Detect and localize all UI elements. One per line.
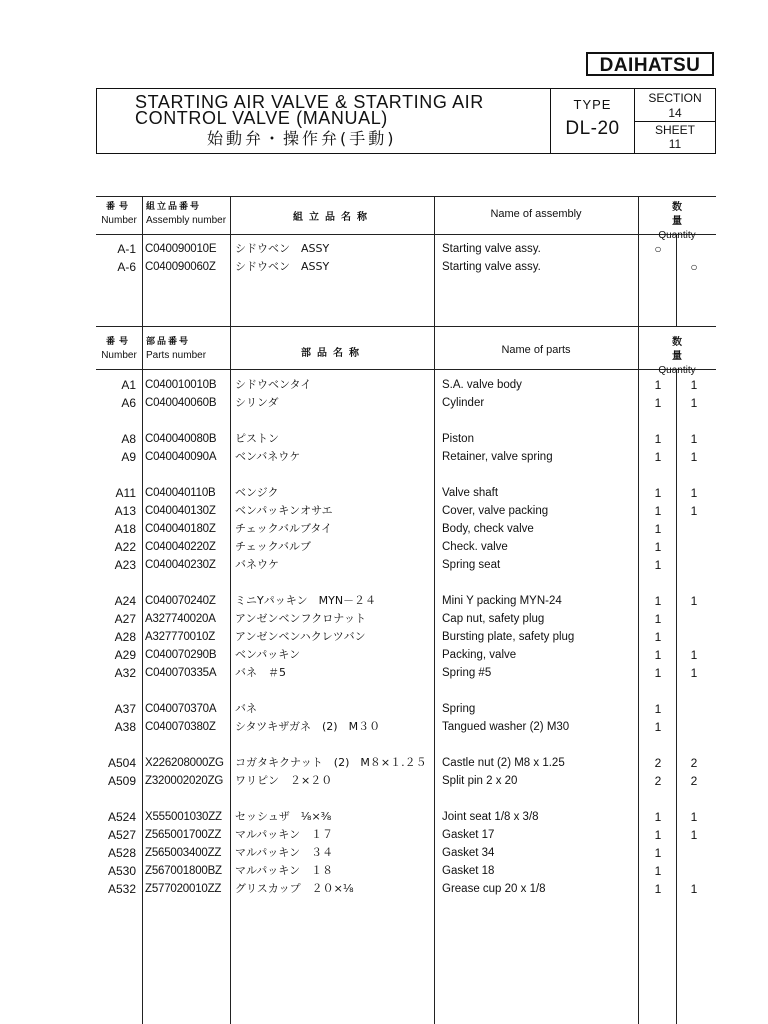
title-cell [97,89,551,153]
table-row [0,754,768,772]
parts-col-number-jp: 番号 [105,337,132,347]
table-row [0,718,768,736]
row-quantity-1: 1 [654,450,662,464]
row-japanese-name: バネウケ [235,558,279,571]
assembly-col-ename: Name of assembly [490,208,582,220]
table-row [0,628,768,646]
table-row [0,556,768,574]
row-english-name: Starting valve assy. [442,243,541,255]
row-japanese-name: ミニYパッキン MYN－２４ [235,594,377,607]
assembly-col-number-en: Number [101,215,137,226]
row-quantity-1: 1 [654,666,662,680]
row-quantity-1: ○ [654,242,662,256]
row-quantity-1: 1 [654,882,662,896]
row-japanese-name: バネ [235,702,257,715]
sheet-label: SHEET [654,123,695,137]
row-number: A6 [121,396,136,410]
table-row [0,394,768,412]
table-row [0,538,768,556]
row-quantity-1: 2 [654,756,662,770]
parts-col-qty-jp: 数量 [672,337,712,362]
row-japanese-name: シドウベンタイ [235,378,312,391]
table-row [0,240,768,258]
row-number: A32 [114,666,136,680]
row-japanese-name: ワリピン ２×２０ [235,774,333,787]
table-row [0,772,768,790]
row-quantity-1: 1 [654,486,662,500]
row-number: A29 [114,648,136,662]
column-divider-qty-parts [676,369,677,1024]
row-english-name: Joint seat 1/8 x 3/8 [442,811,539,823]
table-row [0,880,768,898]
row-part-number: A327740020A [145,613,216,625]
assembly-col-number [96,201,142,227]
row-part-number: C040090060Z [145,261,216,273]
row-japanese-name: チェックバルブ [235,540,312,553]
row-english-name: Check. valve [442,541,508,553]
row-part-number: X555001030ZZ [145,811,222,823]
parts-col-ename: Name of parts [501,344,571,356]
parts-header-border [96,369,716,370]
row-japanese-name: バネ ＃5 [235,666,286,679]
parts-top-border [96,326,716,327]
row-part-number: C040010010B [145,379,217,391]
row-quantity-2: 2 [690,756,698,770]
section-value: 14 [668,106,682,120]
row-part-number: Z320002020ZG [145,775,224,787]
row-number: A1 [121,378,136,392]
row-english-name: Retainer, valve spring [442,451,553,463]
row-english-name: S.A. valve body [442,379,522,391]
table-row [0,258,768,276]
row-quantity-1: 1 [654,378,662,392]
row-english-name: Cover, valve packing [442,505,549,517]
row-english-name: Packing, valve [442,649,517,661]
parts-col-qty [638,336,716,378]
row-quantity-1: 1 [654,558,662,572]
row-number: A38 [114,720,136,734]
row-part-number: Z577020010ZZ [145,883,222,895]
parts-col-partno-en: Parts number [146,350,207,361]
row-quantity-1: 1 [654,810,662,824]
row-japanese-name: グリスカップ ２０×⅛ [235,882,354,895]
parts-col-qty-en: Quantity [658,365,696,376]
table-row [0,610,768,628]
row-quantity-1: 1 [654,846,662,860]
row-number: A28 [114,630,136,644]
row-quantity-1: 1 [654,504,662,518]
row-part-number: C040090010E [145,243,217,255]
parts-col-number [96,336,142,362]
row-quantity-1: 2 [654,774,662,788]
row-japanese-name: ベンバネウケ [235,450,301,463]
row-number: A504 [107,756,136,770]
row-japanese-name: アンゼンベンフクロナット [235,612,367,625]
row-english-name: Cylinder [442,397,485,409]
assembly-col-partno-en: Assembly number [146,215,227,226]
row-english-name: Spring [442,703,476,715]
row-japanese-name: ベンパッキン [235,648,301,661]
row-english-name: Spring seat [442,559,501,571]
row-part-number: C040040080B [145,433,217,445]
row-quantity-2: 1 [690,594,698,608]
title-line-1: STARTING AIR VALVE & STARTING AIR [135,92,484,112]
row-part-number: X226208000ZG [145,757,224,769]
row-english-name: Body, check valve [442,523,534,535]
row-part-number: C040040130Z [145,505,216,517]
row-part-number: C040040180Z [145,523,216,535]
table-row [0,862,768,880]
row-quantity-2: 1 [690,828,698,842]
row-quantity-2: 1 [690,486,698,500]
row-number: A37 [114,702,136,716]
row-part-number: C040070380Z [145,721,216,733]
table-row [0,520,768,538]
parts-col-number-en: Number [101,350,137,361]
table-row [0,844,768,862]
row-english-name: Spring #5 [442,667,492,679]
table-row [0,448,768,466]
title-line-2: CONTROL VALVE (MANUAL) [135,108,388,128]
table-row [0,646,768,664]
row-part-number: Z565003400ZZ [145,847,222,859]
row-number: A527 [107,828,136,842]
section-label: SECTION [648,91,702,105]
row-part-number: Z565001700ZZ [145,829,222,841]
table-row [0,826,768,844]
type-value: DL-20 [565,118,620,139]
row-quantity-2: 2 [690,774,698,788]
row-part-number: C040040110B [145,487,216,499]
row-number: A18 [114,522,136,536]
assembly-col-jname: 組立品名称 [293,212,373,223]
row-number: A532 [107,882,136,896]
row-quantity-2: 1 [690,882,698,896]
row-quantity-2: 1 [690,810,698,824]
row-part-number: C040070335A [145,667,217,679]
row-quantity-2: 1 [690,378,698,392]
row-japanese-name: ベンジク [235,486,279,499]
row-number: A530 [107,864,136,878]
row-quantity-1: 1 [654,396,662,410]
row-quantity-1: 1 [654,648,662,662]
assembly-col-number-jp: 番号 [105,202,132,212]
row-english-name: Gasket 17 [442,829,495,841]
row-part-number: C040040090A [145,451,217,463]
row-quantity-1: 1 [654,630,662,644]
row-japanese-name: チェックバルブタイ [235,522,333,535]
table-row [0,592,768,610]
table-row [0,430,768,448]
row-japanese-name: アンゼンベンハクレツバン [235,630,366,643]
row-english-name: Gasket 18 [442,865,495,877]
row-number: A528 [107,846,136,860]
row-japanese-name: コガタキクナット (2) M８×１.２５ [235,756,427,769]
row-english-name: Grease cup 20 x 1/8 [442,883,546,895]
parts-col-partno-jp: 部品番号 [146,337,191,347]
row-number: A13 [114,504,136,518]
row-number: A524 [107,810,136,824]
row-quantity-2: ○ [690,260,698,274]
table-row [0,484,768,502]
table-row [0,808,768,826]
row-part-number: C040040060B [145,397,217,409]
row-number: A8 [121,432,136,446]
row-part-number: C040040230Z [145,559,216,571]
table-row [0,700,768,718]
sheet-value: 11 [668,137,682,151]
row-number: A24 [114,594,136,608]
row-number: A27 [114,612,136,626]
brand-logo: DAIHATSU [586,52,714,76]
parts-col-jname: 部品名称 [301,348,365,359]
assembly-header-border [96,234,716,235]
row-number: A11 [115,486,136,500]
row-quantity-1: 1 [654,702,662,716]
row-quantity-1: 1 [654,612,662,626]
row-quantity-1: 1 [654,864,662,878]
row-quantity-1: 1 [654,720,662,734]
row-quantity-1: 1 [654,828,662,842]
row-japanese-name: マルパッキン １７ [235,828,334,841]
parts-col-partno [146,336,206,362]
row-japanese-name: マルパッキン １８ [235,864,334,877]
row-english-name: Split pin 2 x 20 [442,775,518,787]
row-part-number: C040070240Z [145,595,216,607]
row-japanese-name: シドウベン ASSY [235,260,330,273]
type-label: TYPE [573,97,612,112]
row-english-name: Bursting plate, safety plug [442,631,575,643]
row-english-name: Valve shaft [442,487,499,499]
assembly-col-qty-en: Quantity [658,230,696,241]
row-japanese-name: シリンダ [235,396,279,409]
row-quantity-2: 1 [690,666,698,680]
row-japanese-name: セッシュザ ⅛×⅜ [235,810,332,823]
row-quantity-2: 1 [690,648,698,662]
type-cell [551,89,635,153]
title-block [96,88,716,154]
row-quantity-2: 1 [690,432,698,446]
table-row [0,664,768,682]
table-row [0,502,768,520]
row-quantity-1: 1 [654,594,662,608]
row-number: A22 [114,540,136,554]
row-part-number: A327770010Z [145,631,216,643]
row-japanese-name: シドウベン ASSY [235,242,330,255]
assembly-col-qty-jp: 数量 [672,202,712,227]
row-japanese-name: ピストン [235,432,279,445]
row-number: A-6 [117,260,136,274]
row-number: A509 [107,774,136,788]
row-japanese-name: シタツキザガネ (2) M３０ [235,720,381,733]
title-japanese: 始動弁・操作弁(手動) [207,129,397,148]
row-english-name: Cap nut, safety plug [442,613,545,625]
row-part-number: Z567001800BZ [145,865,222,877]
sheet-cell [635,121,715,153]
table-row [0,376,768,394]
row-english-name: Gasket 34 [442,847,495,859]
row-english-name: Starting valve assy. [442,261,541,273]
row-english-name: Castle nut (2) M8 x 1.25 [442,757,565,769]
row-number: A23 [114,558,136,572]
row-number: A9 [121,450,136,464]
section-cell [635,89,715,153]
row-quantity-2: 1 [690,450,698,464]
row-part-number: C040070290B [145,649,217,661]
row-quantity-2: 1 [690,504,698,518]
table-top-border [96,196,716,197]
assembly-col-qty [638,201,716,243]
assembly-col-partno-jp: 組立品番号 [146,202,202,212]
row-japanese-name: マルパッキン ３４ [235,846,334,859]
row-japanese-name: ベンパッキンオサエ [235,504,333,517]
row-quantity-1: 1 [654,432,662,446]
row-quantity-1: 1 [654,522,662,536]
row-quantity-1: 1 [654,540,662,554]
row-part-number: C040070370A [145,703,217,715]
row-number: A-1 [117,242,136,256]
row-quantity-2: 1 [690,396,698,410]
row-english-name: Mini Y packing MYN-24 [442,595,562,607]
assembly-col-partno [146,201,226,227]
row-part-number: C040040220Z [145,541,216,553]
row-english-name: Piston [442,433,474,445]
row-english-name: Tangued washer (2) M30 [442,721,570,733]
